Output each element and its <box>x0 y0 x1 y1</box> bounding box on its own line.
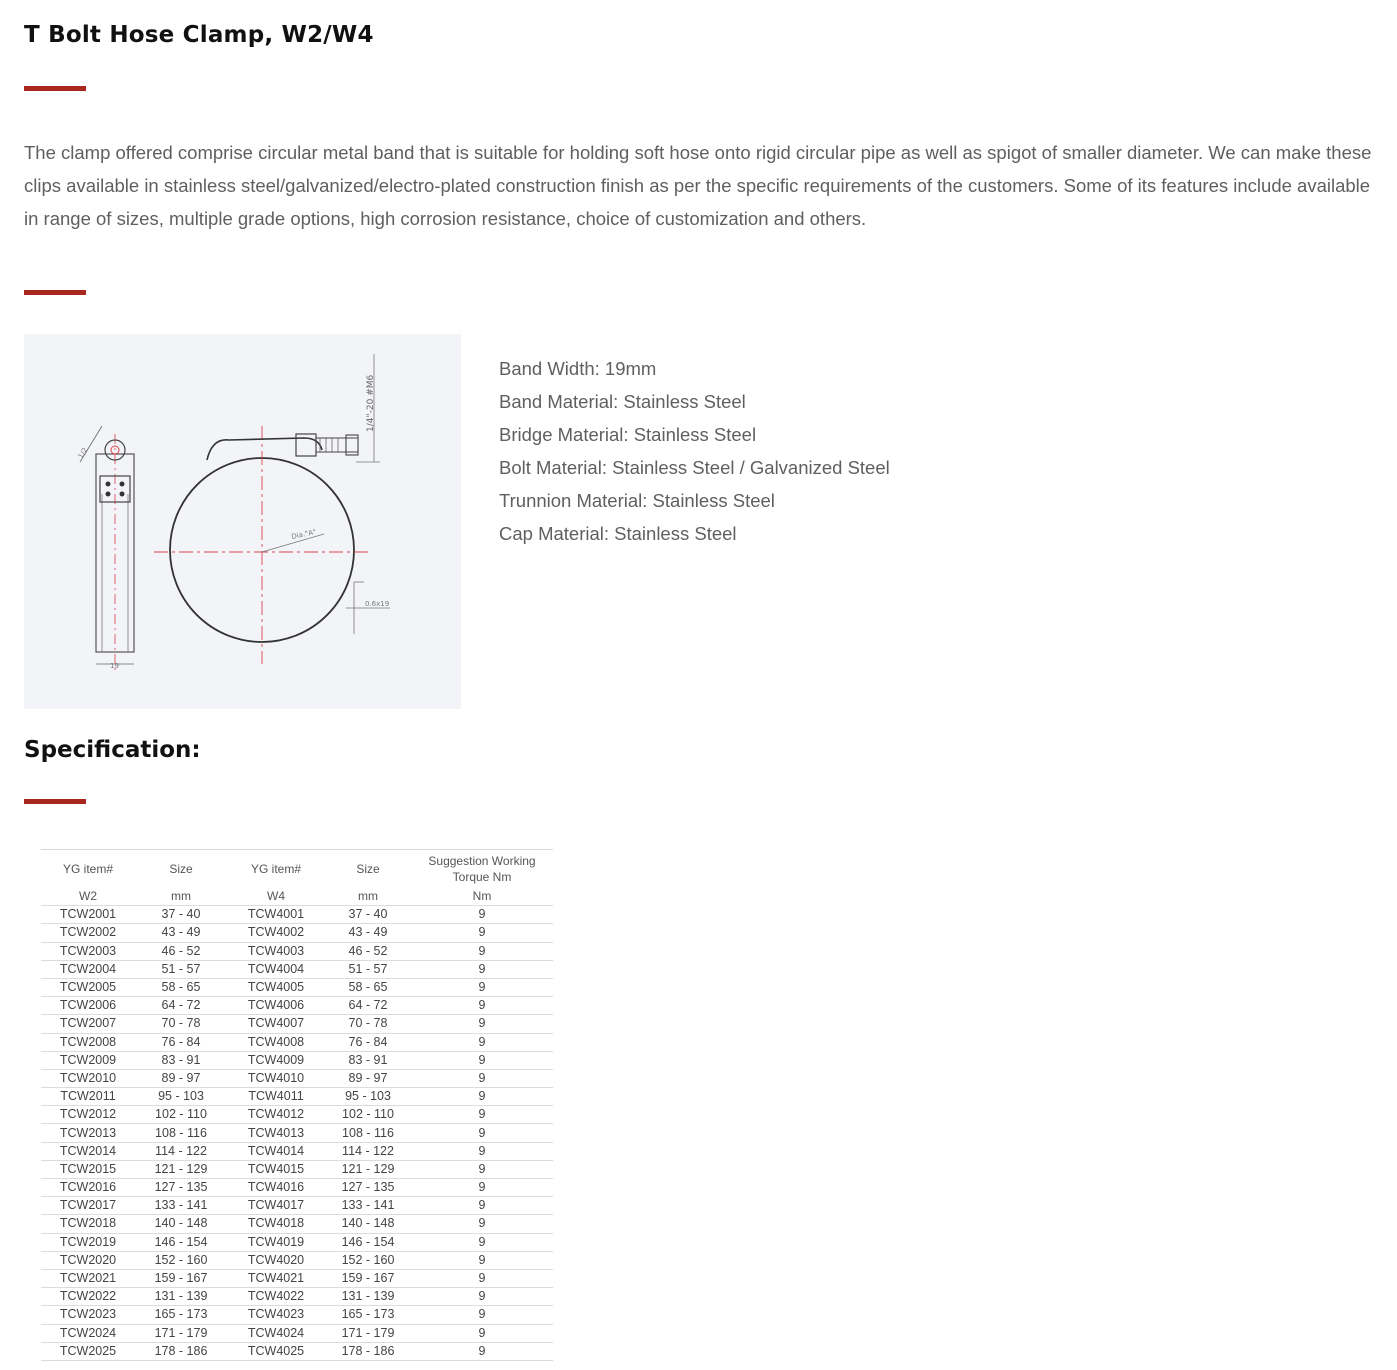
table-header-row <box>41 850 553 889</box>
cell-torque: 9 <box>411 1215 553 1233</box>
cell-w4-item: TCW4013 <box>227 1124 325 1142</box>
cell-w4-size: 108 - 116 <box>325 1124 411 1142</box>
cell-torque: 9 <box>411 1197 553 1215</box>
cell-w4-size: 76 - 84 <box>325 1033 411 1051</box>
cell-w4-size: 70 - 78 <box>325 1015 411 1033</box>
cell-w2-size: 178 - 186 <box>135 1342 227 1360</box>
spec-accent-divider <box>24 799 86 804</box>
feature-trunnion-material: Trunnion Material: Stainless Steel <box>499 490 775 511</box>
table-row <box>41 1015 553 1033</box>
cell-w2-item: TCW2005 <box>41 978 135 996</box>
table-row <box>41 1160 553 1178</box>
cell-w2-item: TCW2008 <box>41 1033 135 1051</box>
cell-w2-size: 95 - 103 <box>135 1088 227 1106</box>
feature-band-width: Band Width: 19mm <box>499 358 657 379</box>
cell-w2-size: 70 - 78 <box>135 1015 227 1033</box>
cell-w2-size: 43 - 49 <box>135 924 227 942</box>
cell-w2-size: 140 - 148 <box>135 1215 227 1233</box>
cell-w4-item: TCW4016 <box>227 1179 325 1197</box>
cell-w2-item: TCW2003 <box>41 942 135 960</box>
cell-torque: 9 <box>411 1160 553 1178</box>
cell-torque: 9 <box>411 1306 553 1324</box>
cell-w4-size: 171 - 179 <box>325 1324 411 1342</box>
cell-torque: 9 <box>411 1033 553 1051</box>
cell-w2-size: 108 - 116 <box>135 1124 227 1142</box>
band-thickness-label: 0.6x19 <box>365 600 390 608</box>
table-row <box>41 1215 553 1233</box>
table-row <box>41 1069 553 1087</box>
title-accent-divider <box>24 86 86 91</box>
cell-w4-size: 83 - 91 <box>325 1051 411 1069</box>
cell-w2-item: TCW2011 <box>41 1088 135 1106</box>
description-accent-divider <box>24 290 86 295</box>
cell-w2-size: 64 - 72 <box>135 997 227 1015</box>
cell-w4-item: TCW4008 <box>227 1033 325 1051</box>
cell-w4-item: TCW4018 <box>227 1215 325 1233</box>
cell-torque: 9 <box>411 1269 553 1287</box>
cell-w2-item: TCW2017 <box>41 1197 135 1215</box>
cell-torque: 9 <box>411 1069 553 1087</box>
page-title: T Bolt Hose Clamp, W2/W4 <box>24 22 374 48</box>
cell-w2-item: TCW2016 <box>41 1179 135 1197</box>
cell-w4-item: TCW4025 <box>227 1342 325 1360</box>
cell-torque: 9 <box>411 1051 553 1069</box>
unit-torque: Nm <box>411 888 553 906</box>
cell-w2-size: 171 - 179 <box>135 1324 227 1342</box>
cell-w2-item: TCW2002 <box>41 924 135 942</box>
feature-bridge-material: Bridge Material: Stainless Steel <box>499 424 757 445</box>
cell-w4-size: 58 - 65 <box>325 978 411 996</box>
cell-w2-item: TCW2010 <box>41 1069 135 1087</box>
cell-w2-size: 133 - 141 <box>135 1197 227 1215</box>
cell-w2-size: 51 - 57 <box>135 960 227 978</box>
cell-w2-size: 165 - 173 <box>135 1306 227 1324</box>
table-row <box>41 1251 553 1269</box>
table-row <box>41 997 553 1015</box>
header-torque: Suggestion Working Torque Nm <box>411 850 553 889</box>
table-row <box>41 942 553 960</box>
cell-w2-item: TCW2014 <box>41 1142 135 1160</box>
table-row <box>41 906 553 924</box>
header-w4-item: YG item# <box>227 850 325 889</box>
cell-w2-item: TCW2023 <box>41 1306 135 1324</box>
cell-w4-size: 43 - 49 <box>325 924 411 942</box>
table-row <box>41 1233 553 1251</box>
cell-w2-size: 146 - 154 <box>135 1233 227 1251</box>
cell-w4-item: TCW4003 <box>227 942 325 960</box>
cell-w2-item: TCW2021 <box>41 1269 135 1287</box>
unit-size: mm <box>325 888 411 906</box>
cell-w2-size: 114 - 122 <box>135 1142 227 1160</box>
cell-w2-size: 159 - 167 <box>135 1269 227 1287</box>
cell-w2-size: 127 - 135 <box>135 1179 227 1197</box>
cell-torque: 9 <box>411 1251 553 1269</box>
unit-w2: W2 <box>41 888 135 906</box>
cell-w4-item: TCW4021 <box>227 1269 325 1287</box>
cell-w4-size: 51 - 57 <box>325 960 411 978</box>
top-dimension-label: 1/2 <box>76 446 90 460</box>
cell-w2-size: 102 - 110 <box>135 1106 227 1124</box>
table-row <box>41 1288 553 1306</box>
cell-w4-size: 178 - 186 <box>325 1342 411 1360</box>
table-row <box>41 1142 553 1160</box>
table-row <box>41 978 553 996</box>
cell-w2-size: 58 - 65 <box>135 978 227 996</box>
cell-torque: 9 <box>411 1015 553 1033</box>
cell-w2-item: TCW2015 <box>41 1160 135 1178</box>
specification-heading: Specification: <box>24 737 201 763</box>
cell-w2-item: TCW2007 <box>41 1015 135 1033</box>
cell-w2-item: TCW2012 <box>41 1106 135 1124</box>
cell-w2-item: TCW2024 <box>41 1324 135 1342</box>
cell-w2-size: 83 - 91 <box>135 1051 227 1069</box>
cell-w4-size: 46 - 52 <box>325 942 411 960</box>
cell-torque: 9 <box>411 1124 553 1142</box>
cell-w4-item: TCW4022 <box>227 1288 325 1306</box>
table-row <box>41 1197 553 1215</box>
cell-w2-item: TCW2025 <box>41 1342 135 1360</box>
cell-w4-size: 64 - 72 <box>325 997 411 1015</box>
cell-w4-size: 127 - 135 <box>325 1179 411 1197</box>
cell-torque: 9 <box>411 997 553 1015</box>
width-dimension-label: 19 <box>110 662 119 670</box>
cell-w2-item: TCW2009 <box>41 1051 135 1069</box>
cell-w2-size: 76 - 84 <box>135 1033 227 1051</box>
cell-w4-item: TCW4009 <box>227 1051 325 1069</box>
unit-w4: W4 <box>227 888 325 906</box>
feature-list <box>499 352 890 550</box>
cell-w4-size: 95 - 103 <box>325 1088 411 1106</box>
cell-w4-item: TCW4001 <box>227 906 325 924</box>
cell-torque: 9 <box>411 1142 553 1160</box>
table-row <box>41 1033 553 1051</box>
cell-w2-size: 46 - 52 <box>135 942 227 960</box>
cell-w2-size: 121 - 129 <box>135 1160 227 1178</box>
table-row <box>41 1306 553 1324</box>
table-row <box>41 1124 553 1142</box>
unit-size: mm <box>135 888 227 906</box>
cell-torque: 9 <box>411 1342 553 1360</box>
cell-w2-size: 89 - 97 <box>135 1069 227 1087</box>
table-row <box>41 1324 553 1342</box>
diameter-label: Dia."A" <box>290 527 317 541</box>
cell-w2-item: TCW2019 <box>41 1233 135 1251</box>
feature-bolt-material: Bolt Material: Stainless Steel / Galvanized Steel <box>499 457 890 478</box>
cell-torque: 9 <box>411 906 553 924</box>
cell-w2-item: TCW2022 <box>41 1288 135 1306</box>
cell-torque: 9 <box>411 1288 553 1306</box>
cell-w4-item: TCW4004 <box>227 960 325 978</box>
cell-w4-size: 133 - 141 <box>325 1197 411 1215</box>
header-w2-item: YG item# <box>41 850 135 889</box>
cell-torque: 9 <box>411 960 553 978</box>
cell-w4-size: 89 - 97 <box>325 1069 411 1087</box>
table-row <box>41 1106 553 1124</box>
cell-w2-item: TCW2004 <box>41 960 135 978</box>
cell-w2-size: 131 - 139 <box>135 1288 227 1306</box>
header-w2-size: Size <box>135 850 227 889</box>
table-row <box>41 1179 553 1197</box>
cell-w4-size: 159 - 167 <box>325 1269 411 1287</box>
cell-torque: 9 <box>411 1088 553 1106</box>
cell-w4-item: TCW4015 <box>227 1160 325 1178</box>
cell-torque: 9 <box>411 1106 553 1124</box>
cell-w4-item: TCW4002 <box>227 924 325 942</box>
cell-w4-item: TCW4024 <box>227 1324 325 1342</box>
cell-w4-size: 140 - 148 <box>325 1215 411 1233</box>
thread-label: 1/4"-20 #M6 <box>366 374 376 432</box>
clamp-technical-drawing <box>24 334 461 709</box>
cell-torque: 9 <box>411 1179 553 1197</box>
cell-torque: 9 <box>411 924 553 942</box>
clamp-drawing-svg <box>24 334 461 709</box>
cell-w4-size: 102 - 110 <box>325 1106 411 1124</box>
cell-torque: 9 <box>411 1233 553 1251</box>
cell-w4-size: 152 - 160 <box>325 1251 411 1269</box>
cell-w4-size: 165 - 173 <box>325 1306 411 1324</box>
product-description: The clamp offered comprise circular metal band that is suitable for holding soft hose onto rigid circular pipe as well as spigot of smaller diameter. We can make these clips available in stainless steel/galvanized/electro-plated construction finish as per the specific requirements of the customers. Some of its features include available in range of sizes, multiple grade options, high corrosion resistance, choice of customization and others. <box>24 142 1372 229</box>
cell-w4-size: 37 - 40 <box>325 906 411 924</box>
table-row <box>41 924 553 942</box>
cell-w4-item: TCW4012 <box>227 1106 325 1124</box>
cell-w2-item: TCW2018 <box>41 1215 135 1233</box>
cell-w2-item: TCW2001 <box>41 906 135 924</box>
cell-w4-size: 146 - 154 <box>325 1233 411 1251</box>
cell-torque: 9 <box>411 1324 553 1342</box>
cell-w4-item: TCW4014 <box>227 1142 325 1160</box>
cell-w4-item: TCW4007 <box>227 1015 325 1033</box>
cell-torque: 9 <box>411 942 553 960</box>
table-row <box>41 1051 553 1069</box>
cell-torque: 9 <box>411 978 553 996</box>
header-w4-size: Size <box>325 850 411 889</box>
cell-w4-item: TCW4010 <box>227 1069 325 1087</box>
table-row <box>41 960 553 978</box>
cell-w4-item: TCW4020 <box>227 1251 325 1269</box>
table-row <box>41 1269 553 1287</box>
cell-w4-item: TCW4005 <box>227 978 325 996</box>
feature-cap-material: Cap Material: Stainless Steel <box>499 523 737 544</box>
cell-w2-item: TCW2013 <box>41 1124 135 1142</box>
cell-w2-size: 152 - 160 <box>135 1251 227 1269</box>
cell-w4-item: TCW4017 <box>227 1197 325 1215</box>
feature-band-material: Band Material: Stainless Steel <box>499 391 746 412</box>
cell-w4-item: TCW4011 <box>227 1088 325 1106</box>
cell-w4-item: TCW4023 <box>227 1306 325 1324</box>
specification-table <box>41 849 553 1361</box>
cell-w4-size: 114 - 122 <box>325 1142 411 1160</box>
cell-w4-item: TCW4006 <box>227 997 325 1015</box>
table-row <box>41 1088 553 1106</box>
cell-w2-item: TCW2020 <box>41 1251 135 1269</box>
table-row <box>41 1342 553 1360</box>
table-units-row <box>41 888 553 906</box>
cell-w4-size: 121 - 129 <box>325 1160 411 1178</box>
cell-w4-item: TCW4019 <box>227 1233 325 1251</box>
cell-w2-size: 37 - 40 <box>135 906 227 924</box>
cell-w4-size: 131 - 139 <box>325 1288 411 1306</box>
cell-w2-item: TCW2006 <box>41 997 135 1015</box>
